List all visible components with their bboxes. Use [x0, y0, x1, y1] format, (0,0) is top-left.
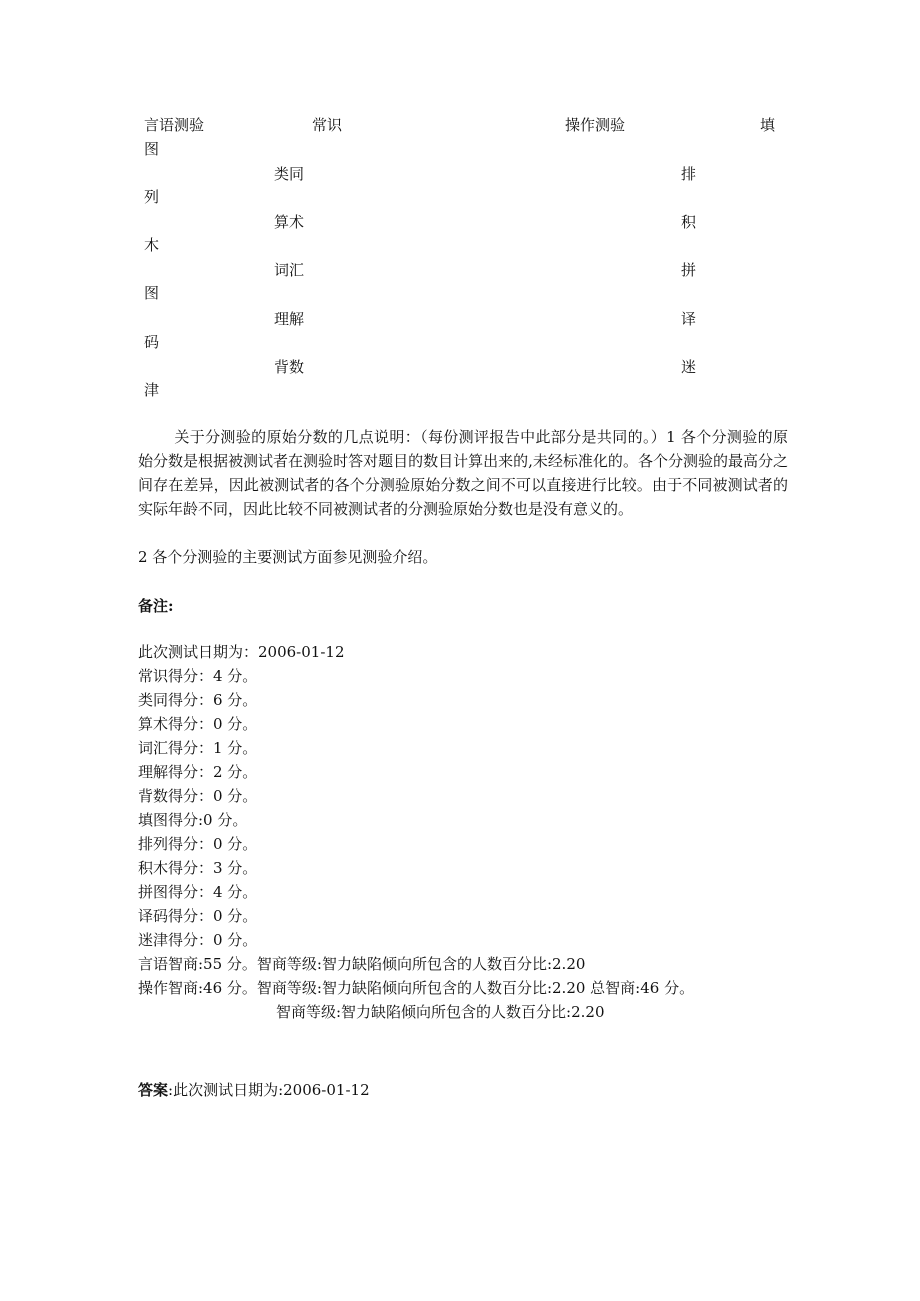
performance-subtest-char2: 津 [144, 381, 160, 399]
performance-subtest-char2: 木 [144, 236, 160, 254]
explanation-text: 关于分测验的原始分数的几点说明：（每份测评报告中此部分是共同的。）1 各个分测验的原始分数是根据被测试者在测验时答对题目的数目计算出来的,未经标准化的。各个分测验的最高分之间存在差异，因此被测试者的各个分测验原始分数之间不可以直接进行比较。由于不同被测试者的实际年龄不同，因此比较不同被测试者的分测验原始分数也是没有意义的。 [138, 428, 788, 518]
performance-subtest-char1: 排 [681, 165, 697, 183]
explanation-point-2: 2 各个分测验的主要测试方面参见测验介绍。 [138, 548, 438, 566]
score-line: 词汇得分：1 分。 [138, 739, 258, 757]
performance-test-header: 操作测验 [565, 116, 626, 134]
answer-line [138, 1078, 370, 1102]
performance-iq-line: 操作智商:46 分。智商等级:智力缺陷倾向所包含的人数百分比:2.20 总智商:46 分。 [138, 979, 695, 997]
verbal-subtest: 背数 [274, 358, 305, 376]
score-line: 拼图得分：4 分。 [138, 883, 258, 901]
performance-subtest-char2: 图 [144, 140, 160, 158]
performance-subtest-char1: 迷 [681, 358, 697, 376]
score-line: 类同得分：6 分。 [138, 691, 258, 709]
verbal-iq-line: 言语智商:55 分。智商等级:智力缺陷倾向所包含的人数百分比:2.20 [138, 955, 586, 973]
score-line: 排列得分：0 分。 [138, 835, 258, 853]
performance-subtest-char2: 列 [144, 188, 160, 206]
answer-text: :此次测试日期为:2006-01-12 [168, 1081, 370, 1099]
performance-subtest-char1: 填 [760, 116, 776, 134]
score-line: 译码得分：0 分。 [138, 907, 258, 925]
verbal-subtest-information: 常识 [312, 116, 343, 134]
performance-subtest-char1: 积 [681, 213, 697, 231]
score-line: 迷津得分：0 分。 [138, 931, 258, 949]
performance-subtest-char2: 图 [144, 284, 160, 302]
answer-label: 答案 [138, 1081, 169, 1099]
performance-subtest-char1: 译 [681, 310, 697, 328]
verbal-subtest: 理解 [274, 310, 305, 328]
score-line: 背数得分：0 分。 [138, 787, 258, 805]
performance-subtest-char2: 码 [144, 333, 160, 351]
score-line: 算术得分：0 分。 [138, 715, 258, 733]
verbal-subtest: 算术 [274, 213, 305, 231]
score-line: 填图得分:0 分。 [138, 811, 248, 829]
performance-subtest-char1: 拼 [681, 261, 697, 279]
raw-score-explanation [138, 425, 788, 521]
remarks-heading: 备注: [138, 597, 174, 615]
score-line: 积木得分：3 分。 [138, 859, 258, 877]
verbal-subtest: 类同 [274, 165, 305, 183]
score-line: 理解得分：2 分。 [138, 763, 258, 781]
verbal-subtest: 词汇 [274, 261, 305, 279]
verbal-test-header: 言语测验 [144, 116, 205, 134]
total-iq-line: 智商等级:智力缺陷倾向所包含的人数百分比:2.20 [276, 1003, 605, 1021]
score-line: 常识得分：4 分。 [138, 667, 258, 685]
test-date: 此次测试日期为：2006-01-12 [138, 643, 345, 661]
